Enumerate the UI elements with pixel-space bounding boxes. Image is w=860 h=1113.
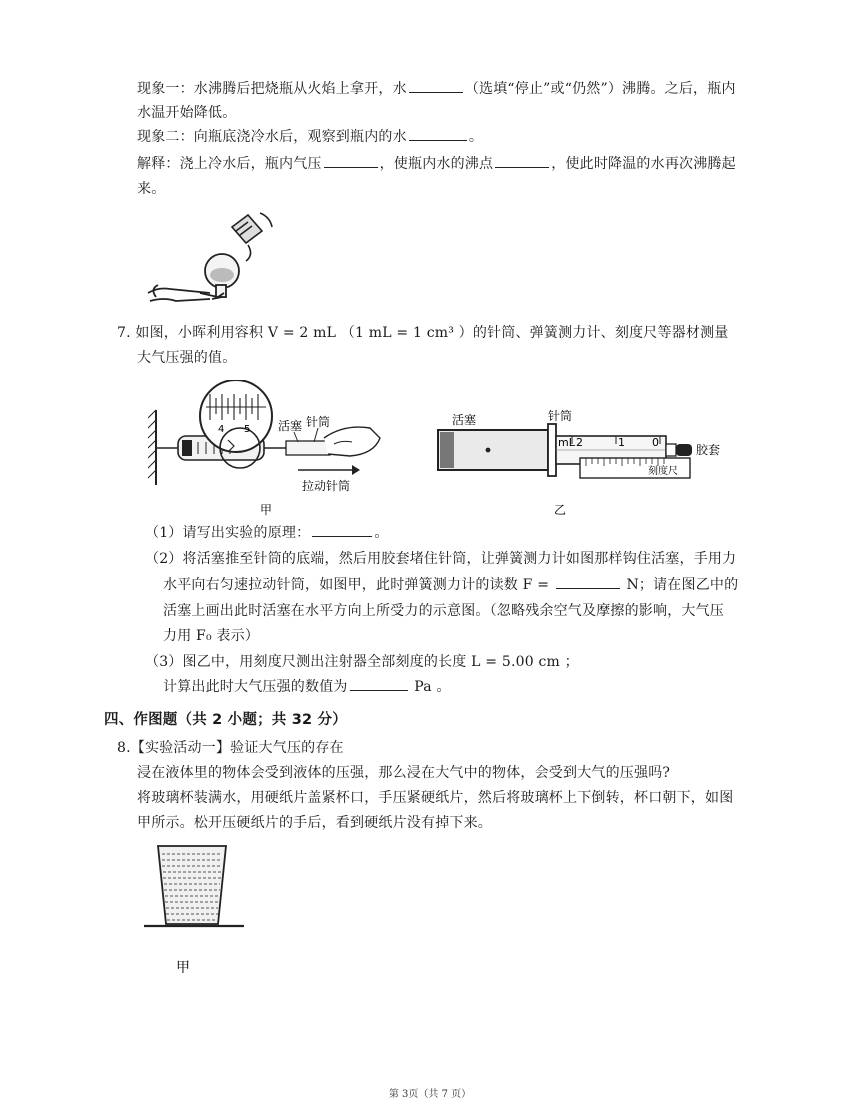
explanation-text-3: ，使此时降温的水再次沸腾起 (551, 156, 736, 172)
answer-blank[interactable] (556, 574, 620, 589)
label-piston-b: 活塞 (452, 413, 477, 427)
tick-0: 0 (652, 436, 659, 449)
explanation-text-2: ，使瓶内水的沸点 (379, 156, 494, 172)
q7-sub2-text: （2）将活塞推至针筒的底端，然后用胶套堵住针筒，让弹簧测力计如图那样钩住活塞，手用力 (145, 551, 737, 567)
q7-sub1-text: （1）请写出实验的原理： (145, 525, 311, 541)
q7-sub2-line4 (163, 625, 259, 647)
tick-2: 2 (576, 436, 583, 449)
label-pull: 拉动针筒 (302, 479, 351, 493)
q7-sub3-line1 (145, 651, 579, 673)
explanation-text: 解释：浇上冷水后，瓶内气压 (137, 156, 322, 172)
figure-yi (430, 380, 720, 520)
q8-text: 浸在液体里的物体会受到液体的压强，那么浸在大气中的物体，会受到大气的压强吗? (137, 765, 671, 781)
q8-title: 8.【实验活动一】验证大气压的存在 (117, 740, 344, 756)
answer-blank[interactable] (409, 126, 467, 141)
q7-sub2-text-2: 水平向右匀速拉动针筒，如图甲，此时弹簧测力计的读数 F = (163, 577, 554, 593)
q8-line3 (137, 787, 733, 809)
phenomenon-1-text-cont: 水温开始降低。 (137, 105, 237, 121)
q7-sub3-text-2: 计算出此时大气压强的数值为 (163, 679, 348, 695)
phenomenon-2-line (137, 126, 483, 148)
q8-line2 (137, 762, 670, 784)
label-piston: 活塞 (278, 419, 303, 433)
q7-sub2-text-5: 力用 F₀ 表示） (163, 628, 260, 644)
tick-1: 1 (618, 436, 625, 449)
svg-text:4: 4 (218, 424, 225, 435)
explanation-cont (137, 178, 165, 200)
label-ruler: 刻度尺 (648, 466, 678, 477)
explanation-line (137, 153, 736, 175)
phenomenon-1-cont (137, 102, 236, 124)
answer-blank[interactable] (350, 676, 408, 691)
q8-text-2: 将玻璃杯装满水，用硬纸片盖紧杯口，手压紧硬纸片，然后将玻璃杯上下倒转，杯口朝下，如图 (137, 790, 734, 806)
glass-figure-caption: 甲 (176, 960, 190, 976)
page-footer: 第 3页（共 7 页） (388, 1089, 472, 1100)
q7-sub3-line2 (163, 676, 451, 698)
phenomenon-2-text: 现象二：向瓶底浇冷水后，观察到瓶内的水 (137, 129, 407, 145)
explanation-text-4: 来。 (137, 181, 166, 197)
label-ml: mL (558, 436, 575, 449)
phenomenon-1-options: （选填“停止”或“仍然”）沸腾。之后，瓶内 (464, 81, 736, 97)
q7-sub3-text-3: Pa 。 (409, 679, 451, 695)
q7-sub2-line1 (145, 548, 736, 570)
period: 。 (374, 525, 389, 541)
q7-sub2-line2 (163, 574, 738, 596)
flask-figure (140, 205, 280, 315)
label-barrel-b: 针筒 (548, 409, 573, 423)
q7-sub2-line3 (163, 600, 724, 622)
period: 。 (468, 129, 484, 145)
section-heading (104, 709, 347, 731)
q7-stem-cont: 大气压强的值。 (137, 350, 237, 366)
q7-stem-line1 (117, 322, 728, 344)
q7-sub3-text: （3）图乙中，用刻度尺测出注射器全部刻度的长度 L = 5.00 cm ； (145, 654, 579, 670)
answer-blank[interactable] (495, 153, 549, 168)
figure-jia (148, 380, 388, 520)
label-barrel: 针筒 (306, 415, 331, 429)
phenomenon-1-line (137, 78, 736, 100)
q7-stem: 7. 如图，小晖利用容积 V = 2 mL （1 mL = 1 cm³ ）的针筒、弹簧测力计、刻度尺等器材测量 (117, 325, 729, 341)
q8-text-3: 甲所示。松开压硬纸片的手后，看到硬纸片没有掉下来。 (137, 815, 492, 831)
answer-blank[interactable] (409, 78, 463, 93)
q7-sub1 (145, 522, 389, 544)
inverted-glass-figure (140, 840, 250, 980)
q8-line4 (137, 812, 492, 834)
answer-blank[interactable] (324, 153, 378, 168)
svg-text:5: 5 (244, 424, 251, 435)
phenomenon-1-text: 现象一：水沸腾后把烧瓶从火焰上拿开，水 (137, 81, 407, 97)
q7-sub2-text-4: 活塞上画出此时活塞在水平方向上所受力的示意图。（忽略残余空气及摩擦的影响，大气压 (163, 603, 724, 619)
label-cap: 胶套 (696, 443, 720, 457)
q7-sub2-text-3: N；请在图乙中的 (621, 577, 739, 593)
figure-yi-caption: 乙 (554, 503, 567, 517)
q8-line1 (117, 737, 344, 759)
answer-blank[interactable] (312, 522, 372, 537)
figure-jia-caption: 甲 (260, 503, 273, 517)
section-heading-text: 四、作图题（共 2 小题；共 32 分） (104, 712, 347, 728)
q7-stem-line2 (137, 347, 236, 369)
